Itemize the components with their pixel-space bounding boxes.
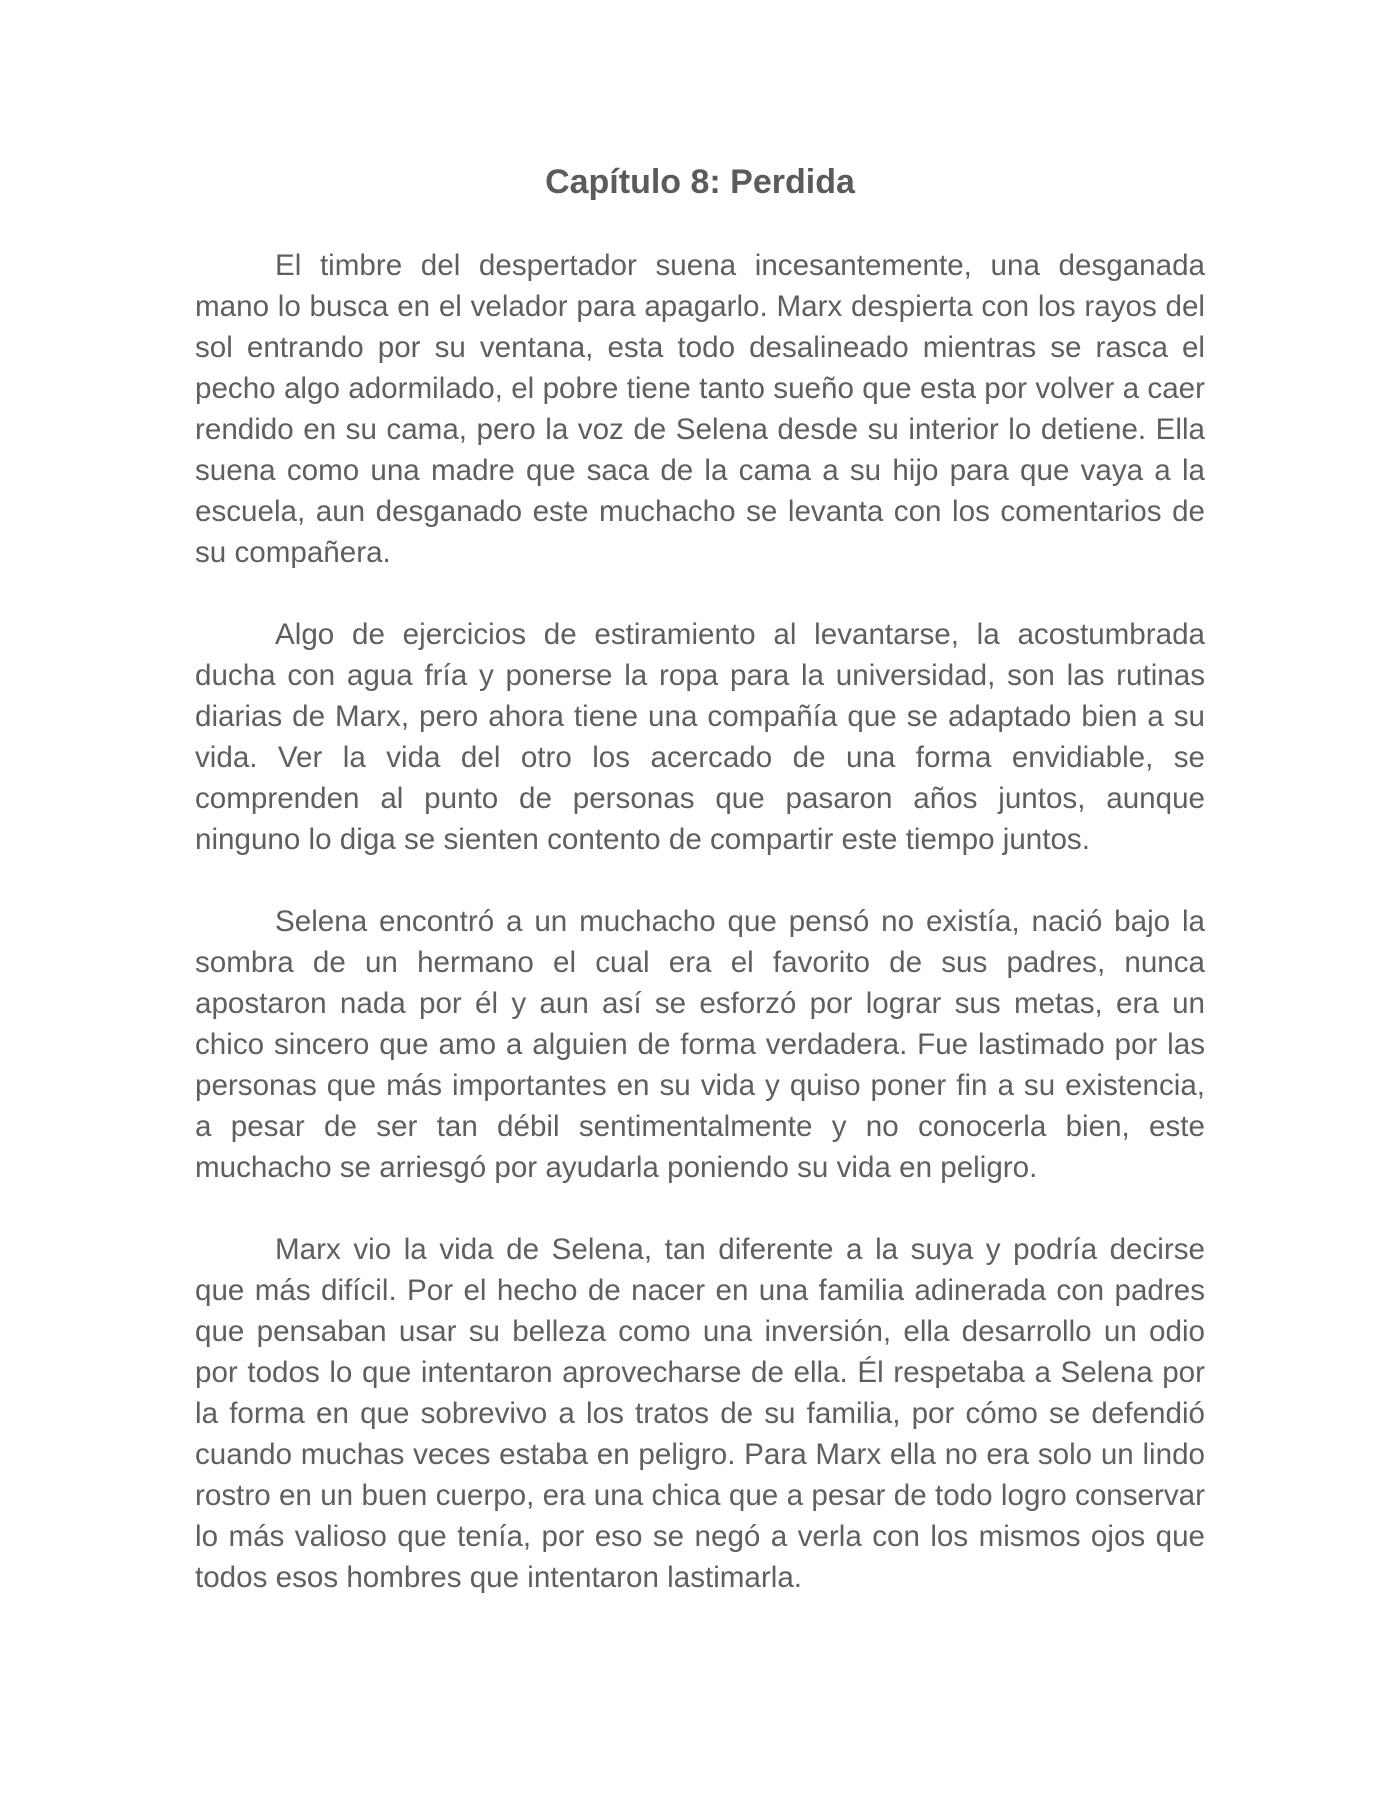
paragraph-2: Algo de ejercicios de estiramiento al levantarse, la acostumbrada ducha con agua fría y ponerse la ropa para la universidad, son las rutinas diarias de Marx, pero ahora tiene una compañía que se adaptado bien a su vida. Ver la vida del otro los acercado de una forma envidiable, se comprenden al punto de personas que pasaron años juntos, aunque ninguno lo diga se sienten contento de compartir este tiempo juntos.	[195, 618, 1205, 856]
paragraph-4: Marx vio la vida de Selena, tan diferente a la suya y podría decirse que más difícil. Por el hecho de nacer en una familia adinerada con padres que pensaban usar su belleza como una inversión, ella desarrollo un odio por todos lo que intentaron aprovecharse de ella. Él respetaba a Selena por la forma en que sobrevivo a los tratos de su familia, por cómo se defendió cuando muchas veces estaba en peligro. Para Marx ella no era solo un lindo rostro en un buen cuerpo, era una chica que a pesar de todo logro conservar lo más valioso que tenía, por eso se negó a verla con los mismos ojos que todos esos hombres que intentaron lastimarla.	[195, 1233, 1205, 1594]
paragraph-3: Selena encontró a un muchacho que pensó no existía, nació bajo la sombra de un hermano el cual era el favorito de sus padres, nunca apostaron nada por él y aun así se esforzó por lograr sus metas, era un chico sincero que amo a alguien de forma verdadera. Fue lastimado por las personas que más importantes en su vida y quiso poner fin a su existencia, a pesar de ser tan débil sentimentalmente y no conocerla bien, este muchacho se arriesgó por ayudarla poniendo su vida en peligro.	[195, 905, 1205, 1184]
paragraph-1: El timbre del despertador suena incesantemente, una desganada mano lo busca en el velador para apagarlo. Marx despierta con los rayos del sol entrando por su ventana, esta todo desalineado mientras se rasca el pecho algo adormilado, el pobre tiene tanto sueño que esta por volver a caer rendido en su cama, pero la voz de Selena desde su interior lo detiene. Ella suena como una madre que saca de la cama a su hijo para que vaya a la escuela, aun desganado este muchacho se levanta con los comentarios de su compañera.	[195, 249, 1205, 569]
chapter-title: Capítulo 8: Perdida	[545, 163, 855, 201]
chapter-body	[195, 245, 1205, 1639]
